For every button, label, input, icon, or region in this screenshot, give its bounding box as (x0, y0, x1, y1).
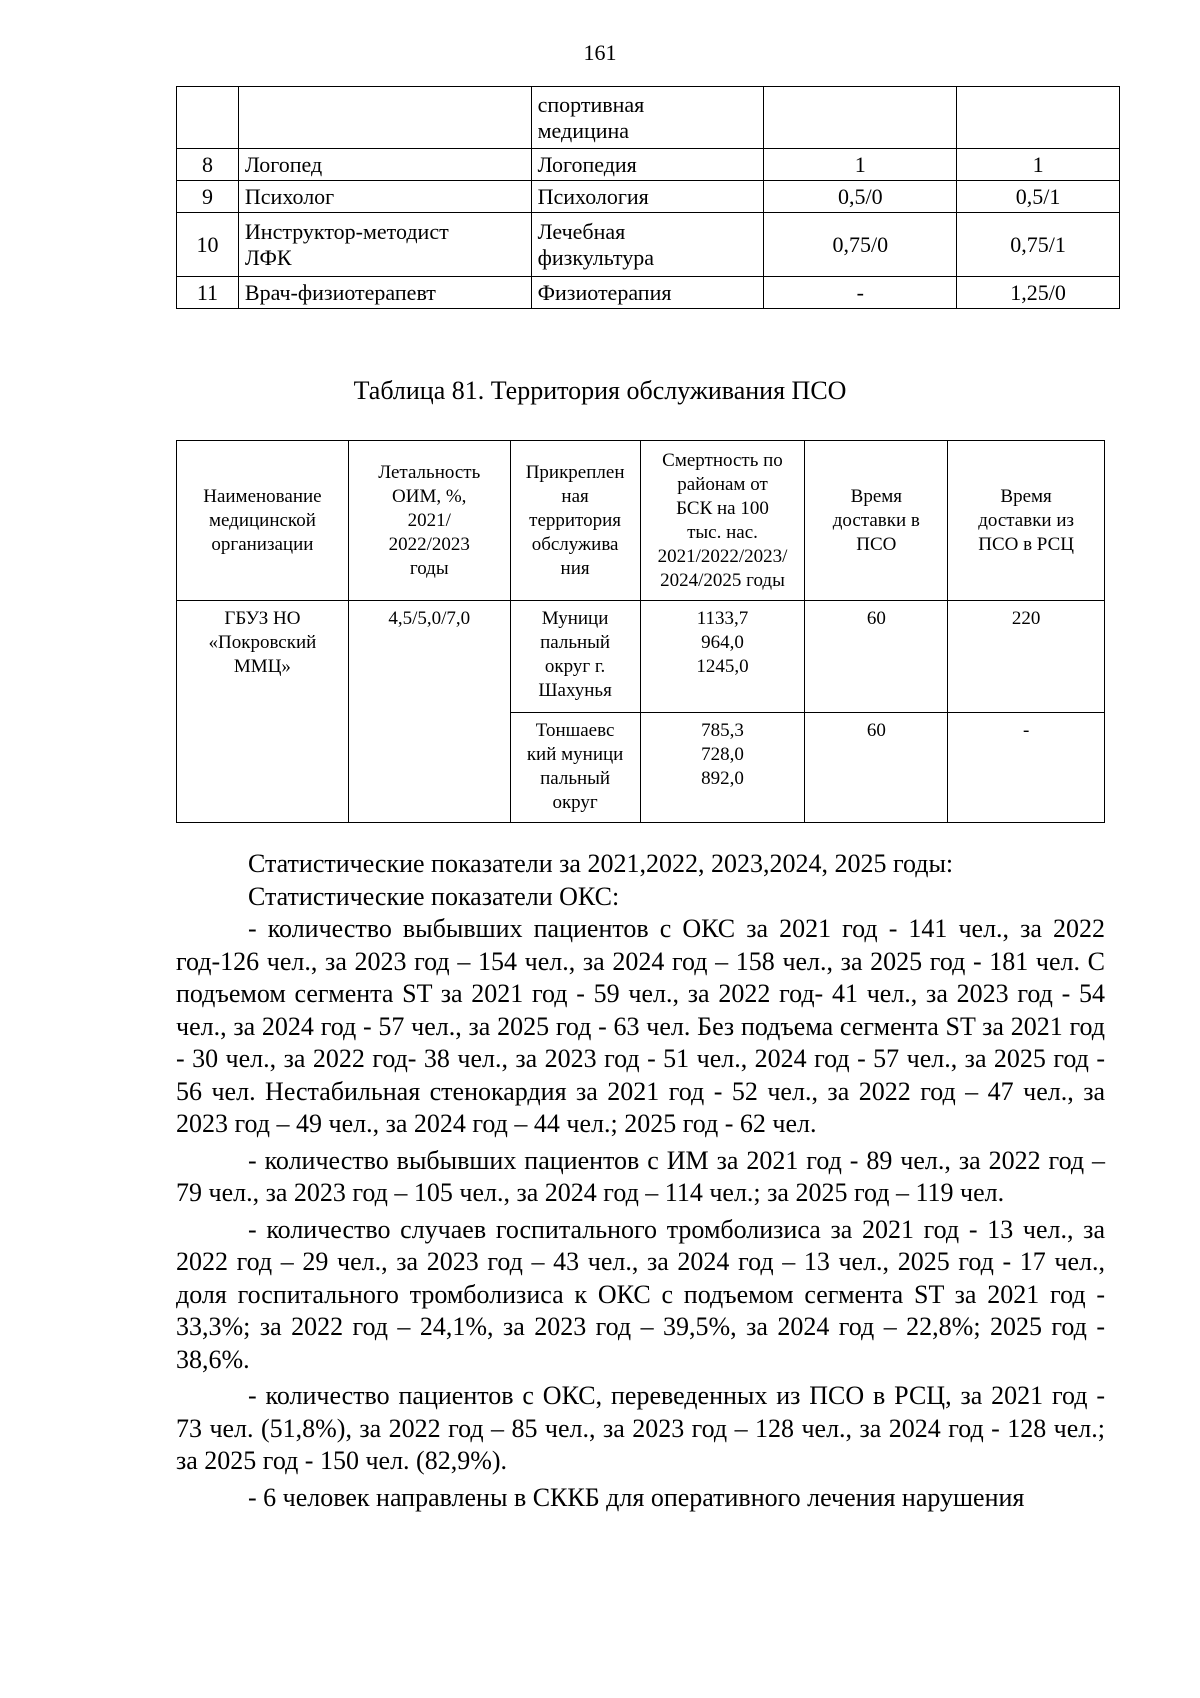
mortality-cell: 1133,7 964,0 1245,0 (640, 601, 805, 713)
page-number: 161 (583, 40, 617, 65)
time-to-pso-cell: 60 (805, 601, 948, 713)
time-to-rsc-cell: - (948, 713, 1105, 823)
table-row (177, 213, 1120, 277)
paragraph: Статистические показатели за 2021,2022, 2023,2024, 2025 годы: (248, 849, 954, 878)
lethality-cell: 4,5/5,0/7,0 (348, 601, 510, 823)
value-cell (764, 87, 957, 149)
position-cell: Психолог (238, 181, 531, 213)
time-to-rsc-cell: 220 (948, 601, 1105, 713)
value-cell: 0,5/1 (957, 181, 1120, 213)
specialty-cell: Лечебная физкультура (531, 213, 764, 277)
pso-territory-table (176, 440, 1105, 823)
position-cell: Логопед (238, 149, 531, 181)
value-cell: 0,75/1 (957, 213, 1120, 277)
column-header: Смертность по районам от БСК на 100 тыс. нас. 2021/2022/2023/ 2024/2025 годы (640, 441, 805, 601)
table-row (177, 87, 1120, 149)
value-cell: 1 (957, 149, 1120, 181)
value-cell: 1,25/0 (957, 277, 1120, 309)
row-number: 10 (177, 213, 239, 277)
column-header: Прикреплен ная территория обслужива ния (510, 441, 640, 601)
value-cell (957, 87, 1120, 149)
paragraph: - количество пациентов с ОКС, переведенных из ПСО в РСЦ, за 2021 год - 73 чел. (51,8%), за 2022 год – 85 чел., за 2023 год – 128 чел., за 2024 год - 128 чел.; за 2025 год - 150 чел. (82,9%). (176, 1381, 1105, 1475)
column-header: Наименование медицинской организации (177, 441, 349, 601)
paragraph: Статистические показатели ОКС: (248, 881, 620, 911)
territory-cell: Муници пальный округ г. Шахунья (510, 601, 640, 713)
territory-cell: Тоншаевс кий муници пальный округ (510, 713, 640, 823)
body-text (176, 848, 1105, 1514)
row-number: 11 (177, 277, 239, 309)
paragraph: - количество выбывших пациентов с ИМ за 2021 год - 89 чел., за 2022 год – 79 чел., за 2023 год – 105 чел., за 2024 год – 114 чел.; за 2025 год – 119 чел. (176, 1145, 1105, 1207)
table-row (177, 149, 1120, 181)
specialty-cell: Физиотерапия (531, 277, 764, 309)
specialty-cell: спортивная медицина (531, 87, 764, 149)
position-cell (238, 87, 531, 149)
table-row (177, 277, 1120, 309)
value-cell: 1 (764, 149, 957, 181)
column-header: Летальность ОИМ, %, 2021/ 2022/2023 годы (348, 441, 510, 601)
value-cell: 0,5/0 (764, 181, 957, 213)
table-header-row (177, 441, 1105, 601)
staff-table (176, 86, 1120, 309)
specialty-cell: Психология (531, 181, 764, 213)
paragraph: - 6 человек направлены в СККБ для оперативного лечения нарушения (248, 1482, 1025, 1512)
table-row (177, 181, 1120, 213)
time-to-pso-cell: 60 (805, 713, 948, 823)
organization-cell: ГБУЗ НО «Покровский ММЦ» (177, 601, 349, 823)
paragraph: - количество выбывших пациентов с ОКС за 2021 год - 141 чел., за 2022 год-126 чел., за 2023 год – 154 чел., за 2024 год – 158 чел., за 2025 год - 181 чел. С подъемом сегмента ST за 2021 год - 59 чел., за 2022 год- 41 чел., за 2023 год - 54 чел., за 2024 год - 57 чел., за 2025 год - 63 чел. Без подъема сегмента ST за 2021 год - 30 чел., за 2022 год- 38 чел., за 2023 год - 51 чел., 2024 год - 57 чел., за 2025 год - 56 чел. Нестабильная стенокардия за 2021 год - 52 чел., за 2022 год – 47 чел., за 2023 год – 49 чел., за 2024 год – 44 чел.; 2025 год - 62 чел. (176, 914, 1105, 1138)
position-cell: Врач-физиотерапевт (238, 277, 531, 309)
paragraph: - количество случаев госпитального тромболизиса за 2021 год - 13 чел., за 2022 год – 29 чел., за 2023 год – 43 чел., за 2024 год – 13 чел., 2025 год - 17 чел., доля госпитального тромболизиса к ОКС с подъемом сегмента ST за 2021 год - 33,3%; за 2022 год – 24,1%, за 2023 год – 39,5%, за 2024 год – 22,8%; 2025 год - 38,6%. (176, 1214, 1105, 1374)
table-caption: Таблица 81. Территория обслуживания ПСО (353, 376, 847, 405)
row-number (177, 87, 239, 149)
row-number: 9 (177, 181, 239, 213)
mortality-cell: 785,3 728,0 892,0 (640, 713, 805, 823)
column-header: Время доставки из ПСО в РСЦ (948, 441, 1105, 601)
specialty-cell: Логопедия (531, 149, 764, 181)
column-header: Время доставки в ПСО (805, 441, 948, 601)
value-cell: - (764, 277, 957, 309)
value-cell: 0,75/0 (764, 213, 957, 277)
table-row (177, 601, 1105, 713)
position-cell: Инструктор-методист ЛФК (238, 213, 531, 277)
row-number: 8 (177, 149, 239, 181)
